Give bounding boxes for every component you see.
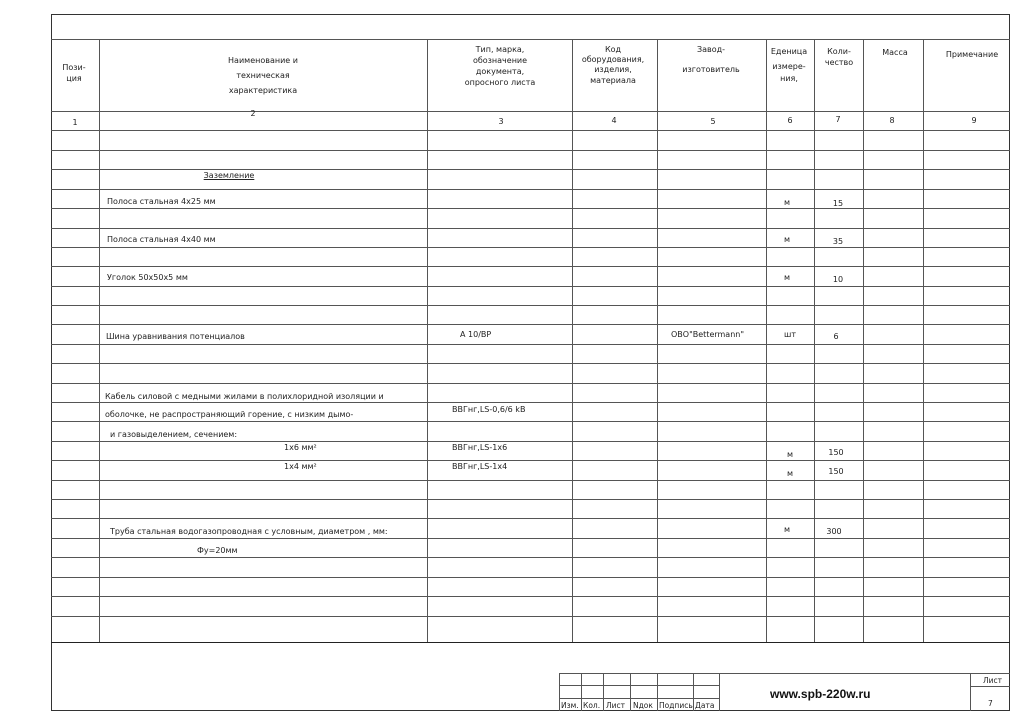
row-name: и газовыделением, сечением: bbox=[110, 430, 238, 439]
stamp-divider bbox=[603, 673, 604, 711]
col-number-3: 3 bbox=[498, 117, 504, 126]
row-line bbox=[51, 228, 1010, 229]
col-divider bbox=[427, 39, 428, 642]
header-type-1: Тип, марка, bbox=[475, 45, 525, 54]
col-number-2: 2 bbox=[250, 109, 256, 118]
header-name-3: характеристика bbox=[228, 86, 298, 95]
col-number-5: 5 bbox=[710, 117, 716, 126]
stamp-divider bbox=[657, 673, 658, 711]
site-url: www.spb-220w.ru bbox=[770, 687, 871, 701]
row-line bbox=[51, 596, 1010, 597]
sheet-label: Лист bbox=[983, 676, 1003, 685]
row-line bbox=[51, 344, 1010, 345]
row-name: Шина уравнивания потенциалов bbox=[106, 332, 245, 341]
row-unit: шт bbox=[784, 330, 796, 339]
row-line bbox=[51, 557, 1010, 558]
row-qty: 15 bbox=[832, 199, 844, 208]
row-name: Уголок 50х50х5 мм bbox=[107, 273, 188, 282]
stamp-label-change: Изм. bbox=[561, 701, 579, 710]
col-divider bbox=[99, 39, 100, 642]
stamp-divider bbox=[559, 673, 560, 711]
row-name: Кабель силовой с медными жилами в полихлоридной изоляции и bbox=[105, 392, 384, 401]
row-line bbox=[51, 402, 1010, 403]
row-name: Труба стальная водогазопроводная с условным, диаметром , мм: bbox=[110, 527, 388, 536]
stamp-label-sheet: Лист bbox=[606, 701, 626, 710]
header-qty-1: Коли- bbox=[827, 47, 851, 56]
row-line bbox=[51, 266, 1010, 267]
row-line bbox=[51, 305, 1010, 306]
header-unit-2: измере- bbox=[772, 62, 806, 71]
stamp-line bbox=[559, 685, 719, 686]
col-divider bbox=[657, 39, 658, 642]
col-number-1: 1 bbox=[72, 118, 78, 127]
header-name-1: Наименование и bbox=[228, 56, 298, 65]
table-top-line bbox=[51, 39, 1010, 40]
stamp-divider bbox=[581, 673, 582, 711]
row-name: оболочке, не распространяющий горение, с низким дымо- bbox=[105, 410, 354, 419]
header-code-4: материала bbox=[590, 76, 636, 85]
row-line bbox=[51, 324, 1010, 325]
row-qty: 300 bbox=[826, 527, 842, 536]
stamp-label-count: Кол. bbox=[583, 701, 601, 710]
row-line bbox=[51, 286, 1010, 287]
col-divider bbox=[766, 39, 767, 642]
col-number-7: 7 bbox=[835, 115, 841, 124]
row-line bbox=[51, 577, 1010, 578]
row-line bbox=[51, 460, 1010, 461]
col-divider bbox=[863, 39, 864, 642]
stamp-divider bbox=[693, 673, 694, 711]
row-qty: 10 bbox=[832, 275, 844, 284]
stamp-label-doc: Nдок bbox=[633, 701, 653, 710]
row-line bbox=[51, 208, 1010, 209]
row-line bbox=[51, 150, 1010, 151]
row-unit: м bbox=[783, 198, 791, 207]
stamp-line bbox=[970, 686, 1010, 687]
row-name: Фу=20мм bbox=[197, 546, 238, 555]
col-number-9: 9 bbox=[971, 116, 977, 125]
row-qty: 35 bbox=[832, 237, 844, 246]
row-line bbox=[51, 538, 1010, 539]
header-type-3: документа, bbox=[475, 67, 525, 76]
stamp-divider bbox=[970, 673, 971, 711]
sheet-number: 7 bbox=[988, 699, 993, 708]
row-maker: ОВО"Bettermann" bbox=[671, 330, 745, 339]
row-line bbox=[51, 616, 1010, 617]
section-title-grounding: Заземление bbox=[203, 171, 255, 180]
row-name: 1х6 мм² bbox=[284, 443, 317, 452]
row-name: Полоса стальная 4х40 мм bbox=[107, 235, 216, 244]
header-code-2: оборудования, bbox=[581, 55, 645, 64]
stamp-label-sign: Подпись bbox=[659, 701, 693, 710]
header-mass: Масса bbox=[882, 48, 908, 57]
header-bottom-line bbox=[51, 111, 1010, 112]
row-unit: м bbox=[786, 469, 794, 478]
row-line bbox=[51, 480, 1010, 481]
row-line bbox=[51, 247, 1010, 248]
header-position: Пози- ция bbox=[62, 63, 86, 83]
header-code-1: Код bbox=[604, 45, 622, 54]
col-number-6: 6 bbox=[787, 116, 793, 125]
header-unit-1: Еденица bbox=[770, 47, 808, 56]
row-unit: м bbox=[783, 525, 791, 534]
row-line bbox=[51, 518, 1010, 519]
row-type: ВВГнг,LS-0,6/6 kB bbox=[452, 405, 526, 414]
row-line bbox=[51, 441, 1010, 442]
header-unit-3: ния, bbox=[780, 74, 798, 83]
numbers-bottom-line bbox=[51, 130, 1010, 131]
stamp-divider bbox=[719, 673, 720, 711]
row-name: Полоса стальная 4х25 мм bbox=[107, 197, 216, 206]
stamp-divider bbox=[630, 673, 631, 711]
row-line bbox=[51, 189, 1010, 190]
row-line bbox=[51, 169, 1010, 170]
row-line bbox=[51, 421, 1010, 422]
header-qty-2: чество bbox=[824, 58, 854, 67]
stamp-line bbox=[559, 698, 719, 699]
header-note: Примечание bbox=[945, 50, 999, 59]
stamp-line bbox=[559, 673, 1010, 674]
col-divider bbox=[814, 39, 815, 642]
table-bottom-line bbox=[51, 642, 1010, 643]
col-number-8: 8 bbox=[889, 116, 895, 125]
row-type: ВВГнг,LS-1х4 bbox=[452, 462, 508, 471]
header-maker-1: Завод- bbox=[696, 45, 726, 54]
header-type-2: обозначение bbox=[472, 56, 528, 65]
col-divider bbox=[572, 39, 573, 642]
stamp-label-date: Дата bbox=[695, 701, 715, 710]
header-maker-2: изготовитель bbox=[682, 65, 740, 74]
row-type: А 10/ВР bbox=[460, 330, 492, 339]
row-qty: 6 bbox=[833, 332, 839, 341]
row-unit: м bbox=[786, 450, 794, 459]
row-unit: м bbox=[783, 273, 791, 282]
row-qty: 150 bbox=[828, 467, 844, 476]
header-type-4: опросного листа bbox=[464, 78, 536, 87]
row-line bbox=[51, 363, 1010, 364]
row-unit: м bbox=[783, 235, 791, 244]
row-name: 1х4 мм² bbox=[284, 462, 317, 471]
header-name-2: техническая bbox=[236, 71, 290, 80]
header-code-3: изделия, bbox=[594, 65, 632, 74]
col-divider bbox=[923, 39, 924, 642]
row-line bbox=[51, 499, 1010, 500]
row-type: ВВГнг,LS-1х6 bbox=[452, 443, 508, 452]
row-line bbox=[51, 383, 1010, 384]
row-qty: 150 bbox=[828, 448, 844, 457]
col-number-4: 4 bbox=[611, 116, 617, 125]
